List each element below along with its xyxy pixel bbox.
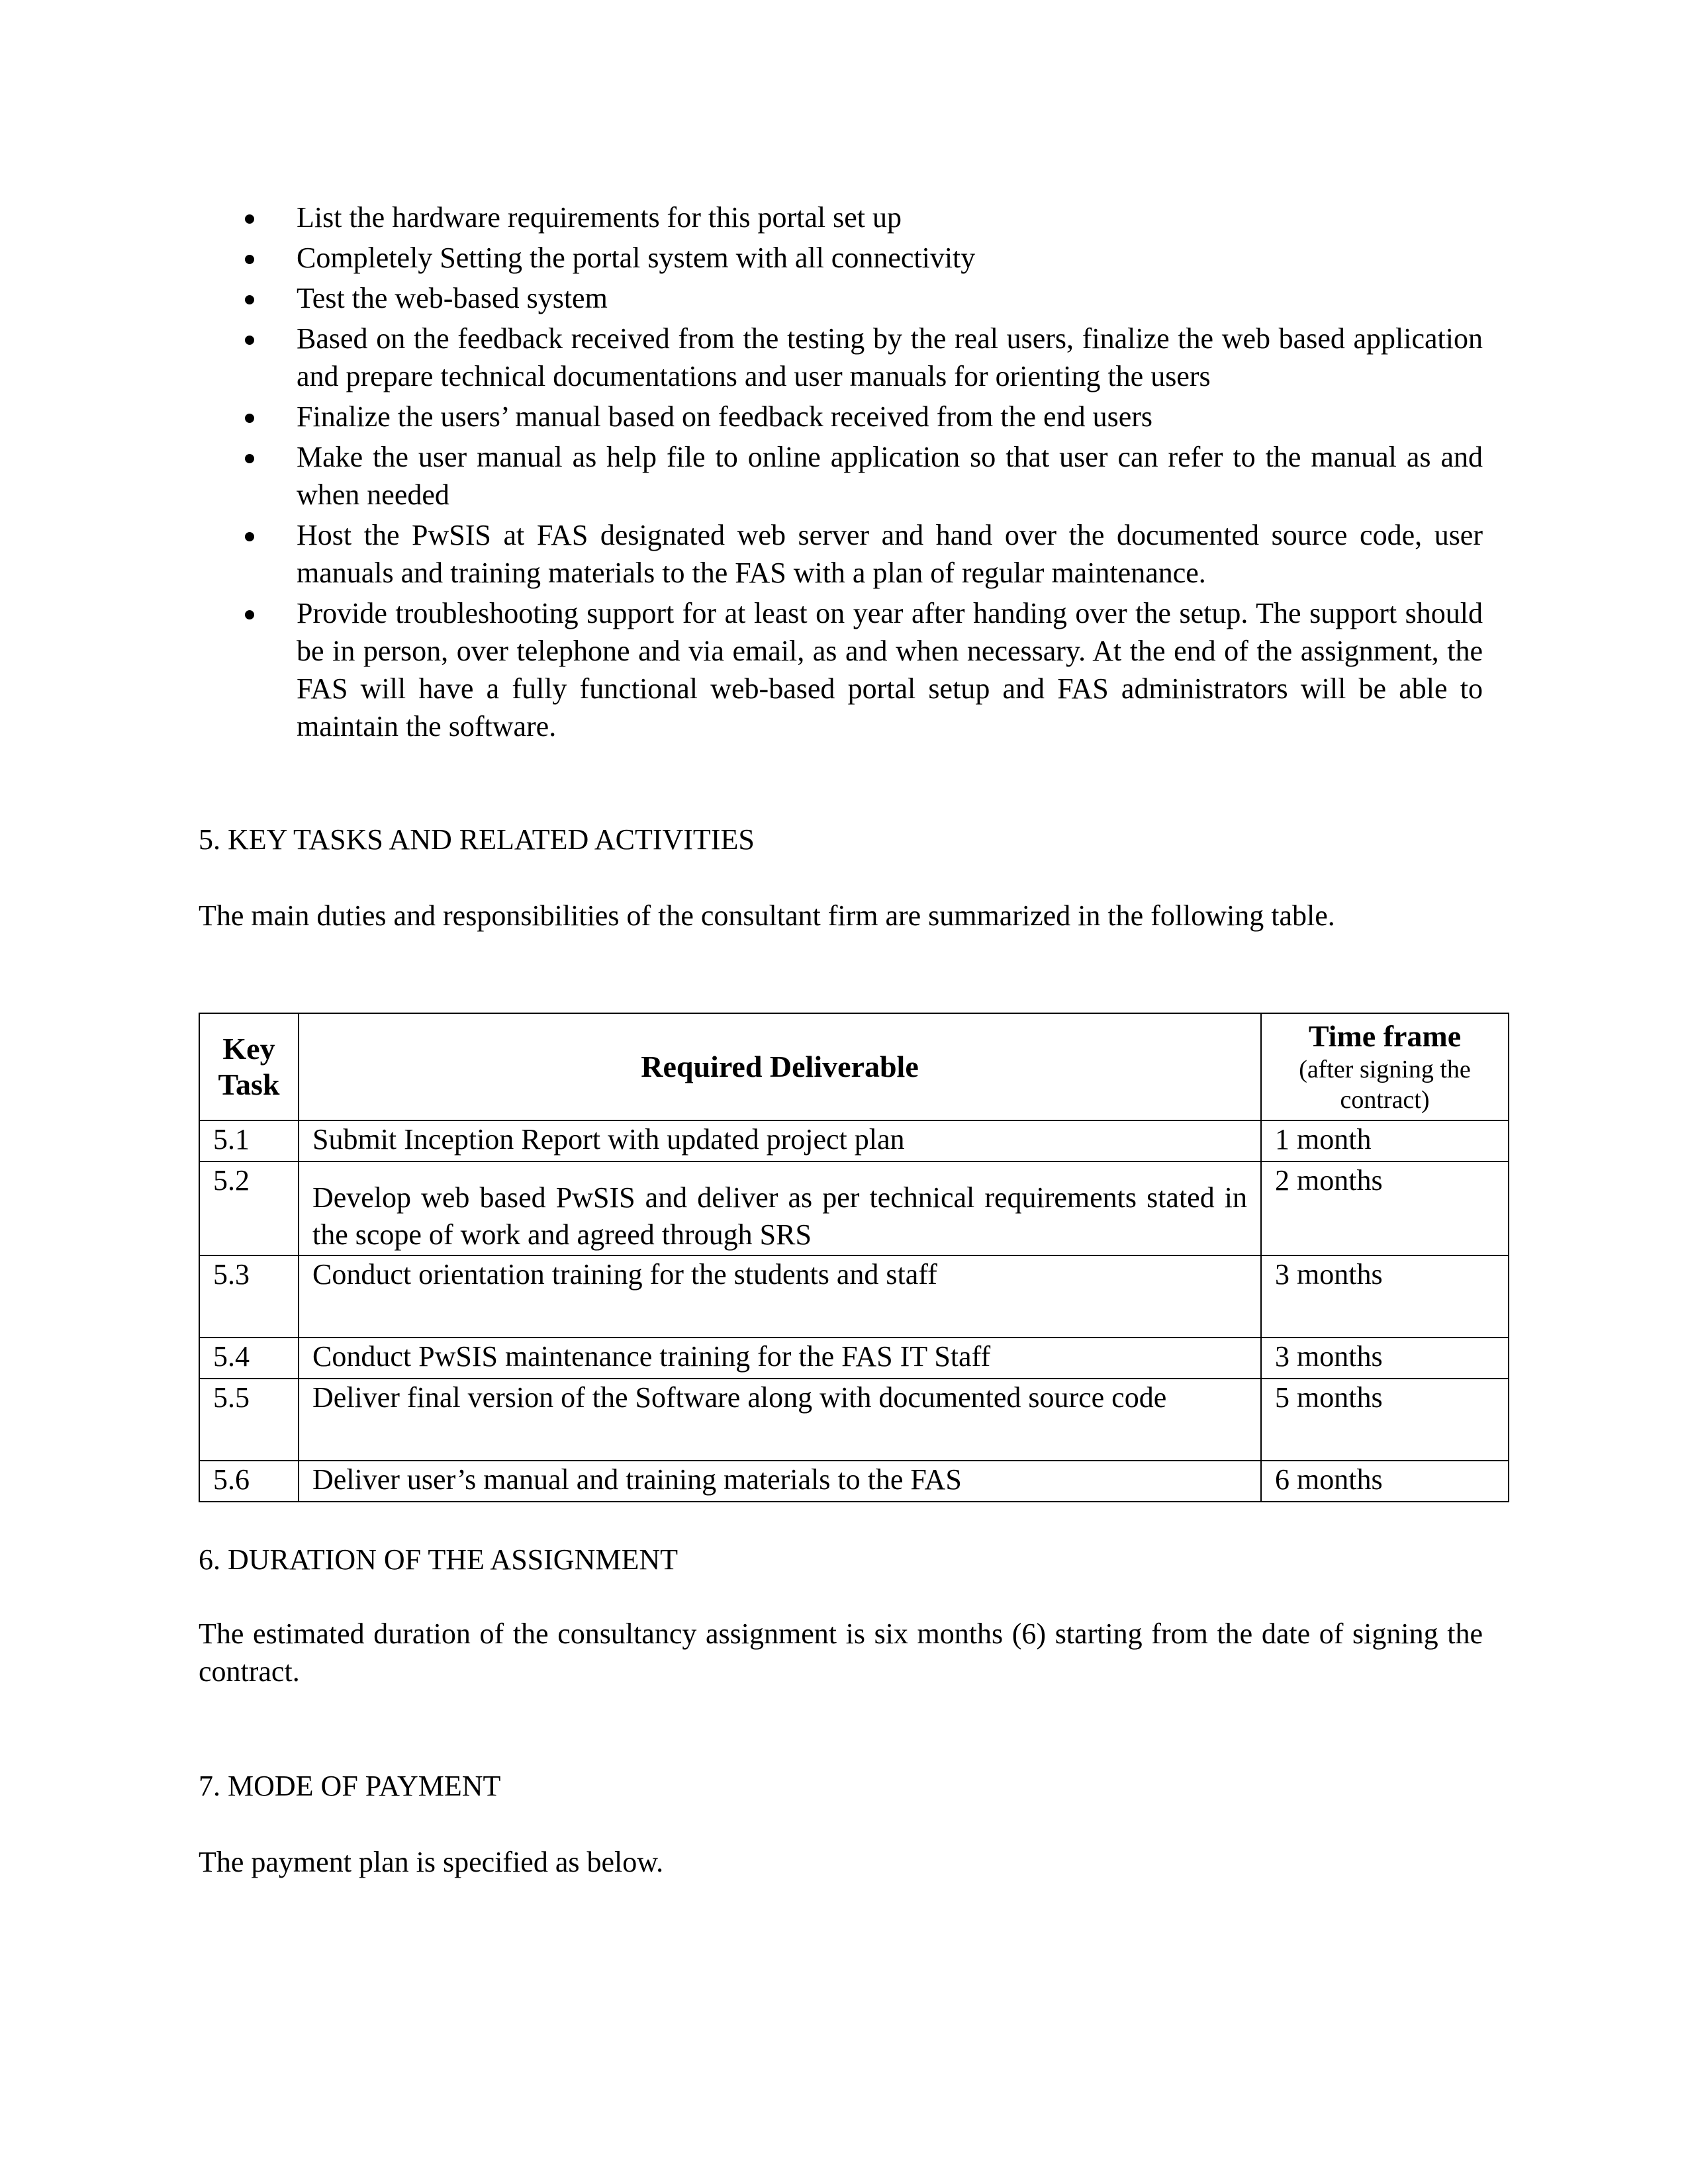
bullet-item	[199, 199, 1483, 236]
table-row	[199, 1379, 1509, 1461]
header-time-frame	[1261, 1013, 1509, 1120]
cell-time: 3 months	[1261, 1255, 1509, 1338]
cell-deliverable: Submit Inception Report with updated project plan	[299, 1120, 1261, 1161]
header-required-deliverable: Required Deliverable	[299, 1013, 1261, 1120]
cell-time: 1 month	[1261, 1120, 1509, 1161]
cell-task: 5.2	[199, 1161, 299, 1255]
bullet-text: Host the PwSIS at FAS designated web server and hand over the documented source code, user manuals and training materials to the FAS with a plan of regular maintenance.	[297, 519, 1483, 589]
bullet-text: Test the web-based system	[297, 282, 608, 314]
header-time-frame-note: (after signing the contract)	[1299, 1056, 1471, 1114]
table-row	[199, 1120, 1509, 1161]
key-tasks-table	[199, 1013, 1509, 1502]
cell-task: 5.6	[199, 1461, 299, 1502]
bullet-dot-icon	[245, 255, 254, 264]
cell-time: 2 months	[1261, 1161, 1509, 1255]
cell-deliverable: Deliver final version of the Software along with documented source code	[299, 1379, 1261, 1461]
bullet-item	[199, 398, 1483, 435]
table-header-row	[199, 1013, 1509, 1120]
cell-deliverable: Conduct orientation training for the students and staff	[299, 1255, 1261, 1338]
header-time-frame-title: Time frame	[1308, 1019, 1462, 1053]
cell-deliverable: Conduct PwSIS maintenance training for the FAS IT Staff	[299, 1338, 1261, 1379]
task-bullet-list	[199, 199, 1483, 748]
cell-task: 5.3	[199, 1255, 299, 1338]
table-row	[199, 1255, 1509, 1338]
bullet-text: Finalize the users’ manual based on feedback received from the end users	[297, 400, 1152, 433]
bullet-dot-icon	[245, 454, 254, 463]
section-6-text: The estimated duration of the consultancy assignment is six months (6) starting from the date of signing the contract.	[199, 1617, 1483, 1688]
table-row	[199, 1461, 1509, 1502]
cell-time: 3 months	[1261, 1338, 1509, 1379]
bullet-dot-icon	[245, 610, 254, 619]
bullet-dot-icon	[245, 414, 254, 423]
bullet-item	[199, 239, 1483, 277]
bullet-item	[199, 516, 1483, 592]
bullet-item	[199, 438, 1483, 514]
cell-deliverable: Develop web based PwSIS and deliver as per technical requirements stated in the scope of work and agreed through SRS	[299, 1161, 1261, 1255]
bullet-text: Based on the feedback received from the testing by the real users, finalize the web based application and prepare technical documentations and user manuals for orienting the users	[297, 322, 1483, 392]
cell-time: 5 months	[1261, 1379, 1509, 1461]
cell-deliverable: Deliver user’s manual and training materials to the FAS	[299, 1461, 1261, 1502]
bullet-dot-icon	[245, 336, 254, 345]
bullet-item	[199, 279, 1483, 317]
cell-task: 5.4	[199, 1338, 299, 1379]
section-6-heading: 6. DURATION OF THE ASSIGNMENT	[199, 1543, 679, 1576]
section-5-intro: The main duties and responsibilities of the consultant firm are summarized in the following table.	[199, 899, 1335, 932]
bullet-item	[199, 594, 1483, 745]
cell-time: 6 months	[1261, 1461, 1509, 1502]
table-row	[199, 1338, 1509, 1379]
section-7-text: The payment plan is specified as below.	[199, 1846, 664, 1878]
header-key-task: Key Task	[199, 1013, 299, 1120]
section-7-heading: 7. MODE OF PAYMENT	[199, 1770, 501, 1802]
bullet-text: Completely Setting the portal system with all connectivity	[297, 242, 976, 274]
cell-task: 5.5	[199, 1379, 299, 1461]
bullet-dot-icon	[245, 532, 254, 541]
bullet-text: Make the user manual as help file to online application so that user can refer to the manual as and when needed	[297, 441, 1483, 511]
cell-task: 5.1	[199, 1120, 299, 1161]
table-row	[199, 1161, 1509, 1255]
section-5-heading: 5. KEY TASKS AND RELATED ACTIVITIES	[199, 823, 755, 856]
bullet-item	[199, 320, 1483, 395]
bullet-text: Provide troubleshooting support for at least on year after handing over the setup. The support should be in person, over telephone and via email, as and when necessary. At the end of the assignment, the FAS will have a fully functional web-based portal setup and FAS administrators will be able to maintain the software.	[297, 597, 1483, 743]
bullet-dot-icon	[245, 214, 254, 224]
bullet-text: List the hardware requirements for this portal set up	[297, 201, 902, 234]
bullet-dot-icon	[245, 295, 254, 304]
